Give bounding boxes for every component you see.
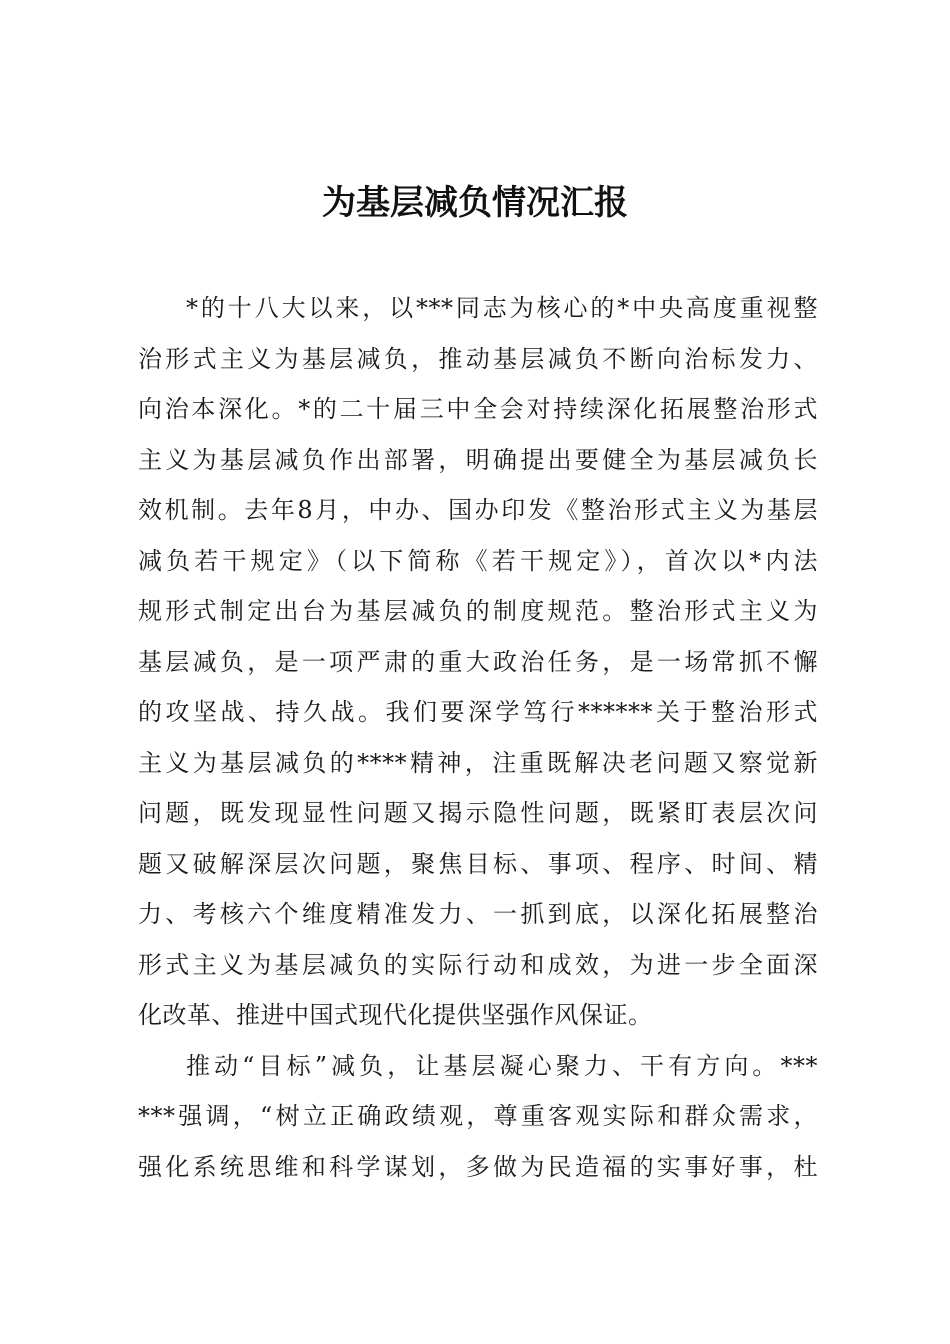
paragraph-line: 减负若干规定》（以下简称《若干规定》），首次以*内法 [138, 546, 818, 575]
paragraph-line: 主义为基层减负作出部署，明确提出要健全为基层减负长 [138, 445, 818, 474]
paragraph-line: *的十八大以来，以***同志为核心的*中央高度重视整 [186, 294, 818, 322]
paragraph-line: 形式主义为基层减负的实际行动和成效，为进一步全面深 [138, 950, 818, 979]
paragraph-line: 基层减负，是一项严肃的重大政治任务，是一场常抓不懈 [138, 647, 818, 676]
paragraph-line: ***强调，“树立正确政绩观，尊重客观实际和群众需求， [138, 1102, 818, 1130]
paragraph-line: 推动“目标”减负，让基层凝心聚力、干有方向。*** [186, 1051, 818, 1080]
paragraph-line: 化改革、推进中国式现代化提供坚强作风保证。 [138, 1001, 653, 1029]
paragraph-line: 向治本深化。*的二十届三中全会对持续深化拓展整治形式 [138, 395, 818, 423]
paragraph-1 [138, 283, 818, 1041]
paragraph-line: 主义为基层减负的****精神，注重既解决老问题又察觉新 [138, 748, 818, 777]
paragraph-line: 题又破解深层次问题，聚焦目标、事项、程序、时间、精 [138, 849, 818, 878]
document-title: 为基层减负情况汇报 [322, 183, 628, 223]
paragraph-line: 治形式主义为基层减负，推动基层减负不断向治标发力、 [138, 344, 818, 373]
paragraph-line: 力、考核六个维度精准发力、一抓到底，以深化拓展整治 [138, 900, 818, 928]
paragraph-line: 规形式制定出台为基层减负的制度规范。整治形式主义为 [138, 597, 818, 625]
paragraph-line: 效机制。去年8月，中办、国办印发《整治形式主义为基层 [138, 496, 818, 524]
paragraph-line: 强化系统思维和科学谋划，多做为民造福的实事好事，杜 [138, 1152, 818, 1181]
paragraph-line: 问题，既发现显性问题又揭示隐性问题，既紧盯表层次问 [138, 799, 818, 827]
paragraph-line: 的攻坚战、持久战。我们要深学笃行******关于整治形式 [138, 698, 818, 726]
paragraph-2 [138, 1041, 818, 1193]
document-body [138, 283, 818, 1192]
